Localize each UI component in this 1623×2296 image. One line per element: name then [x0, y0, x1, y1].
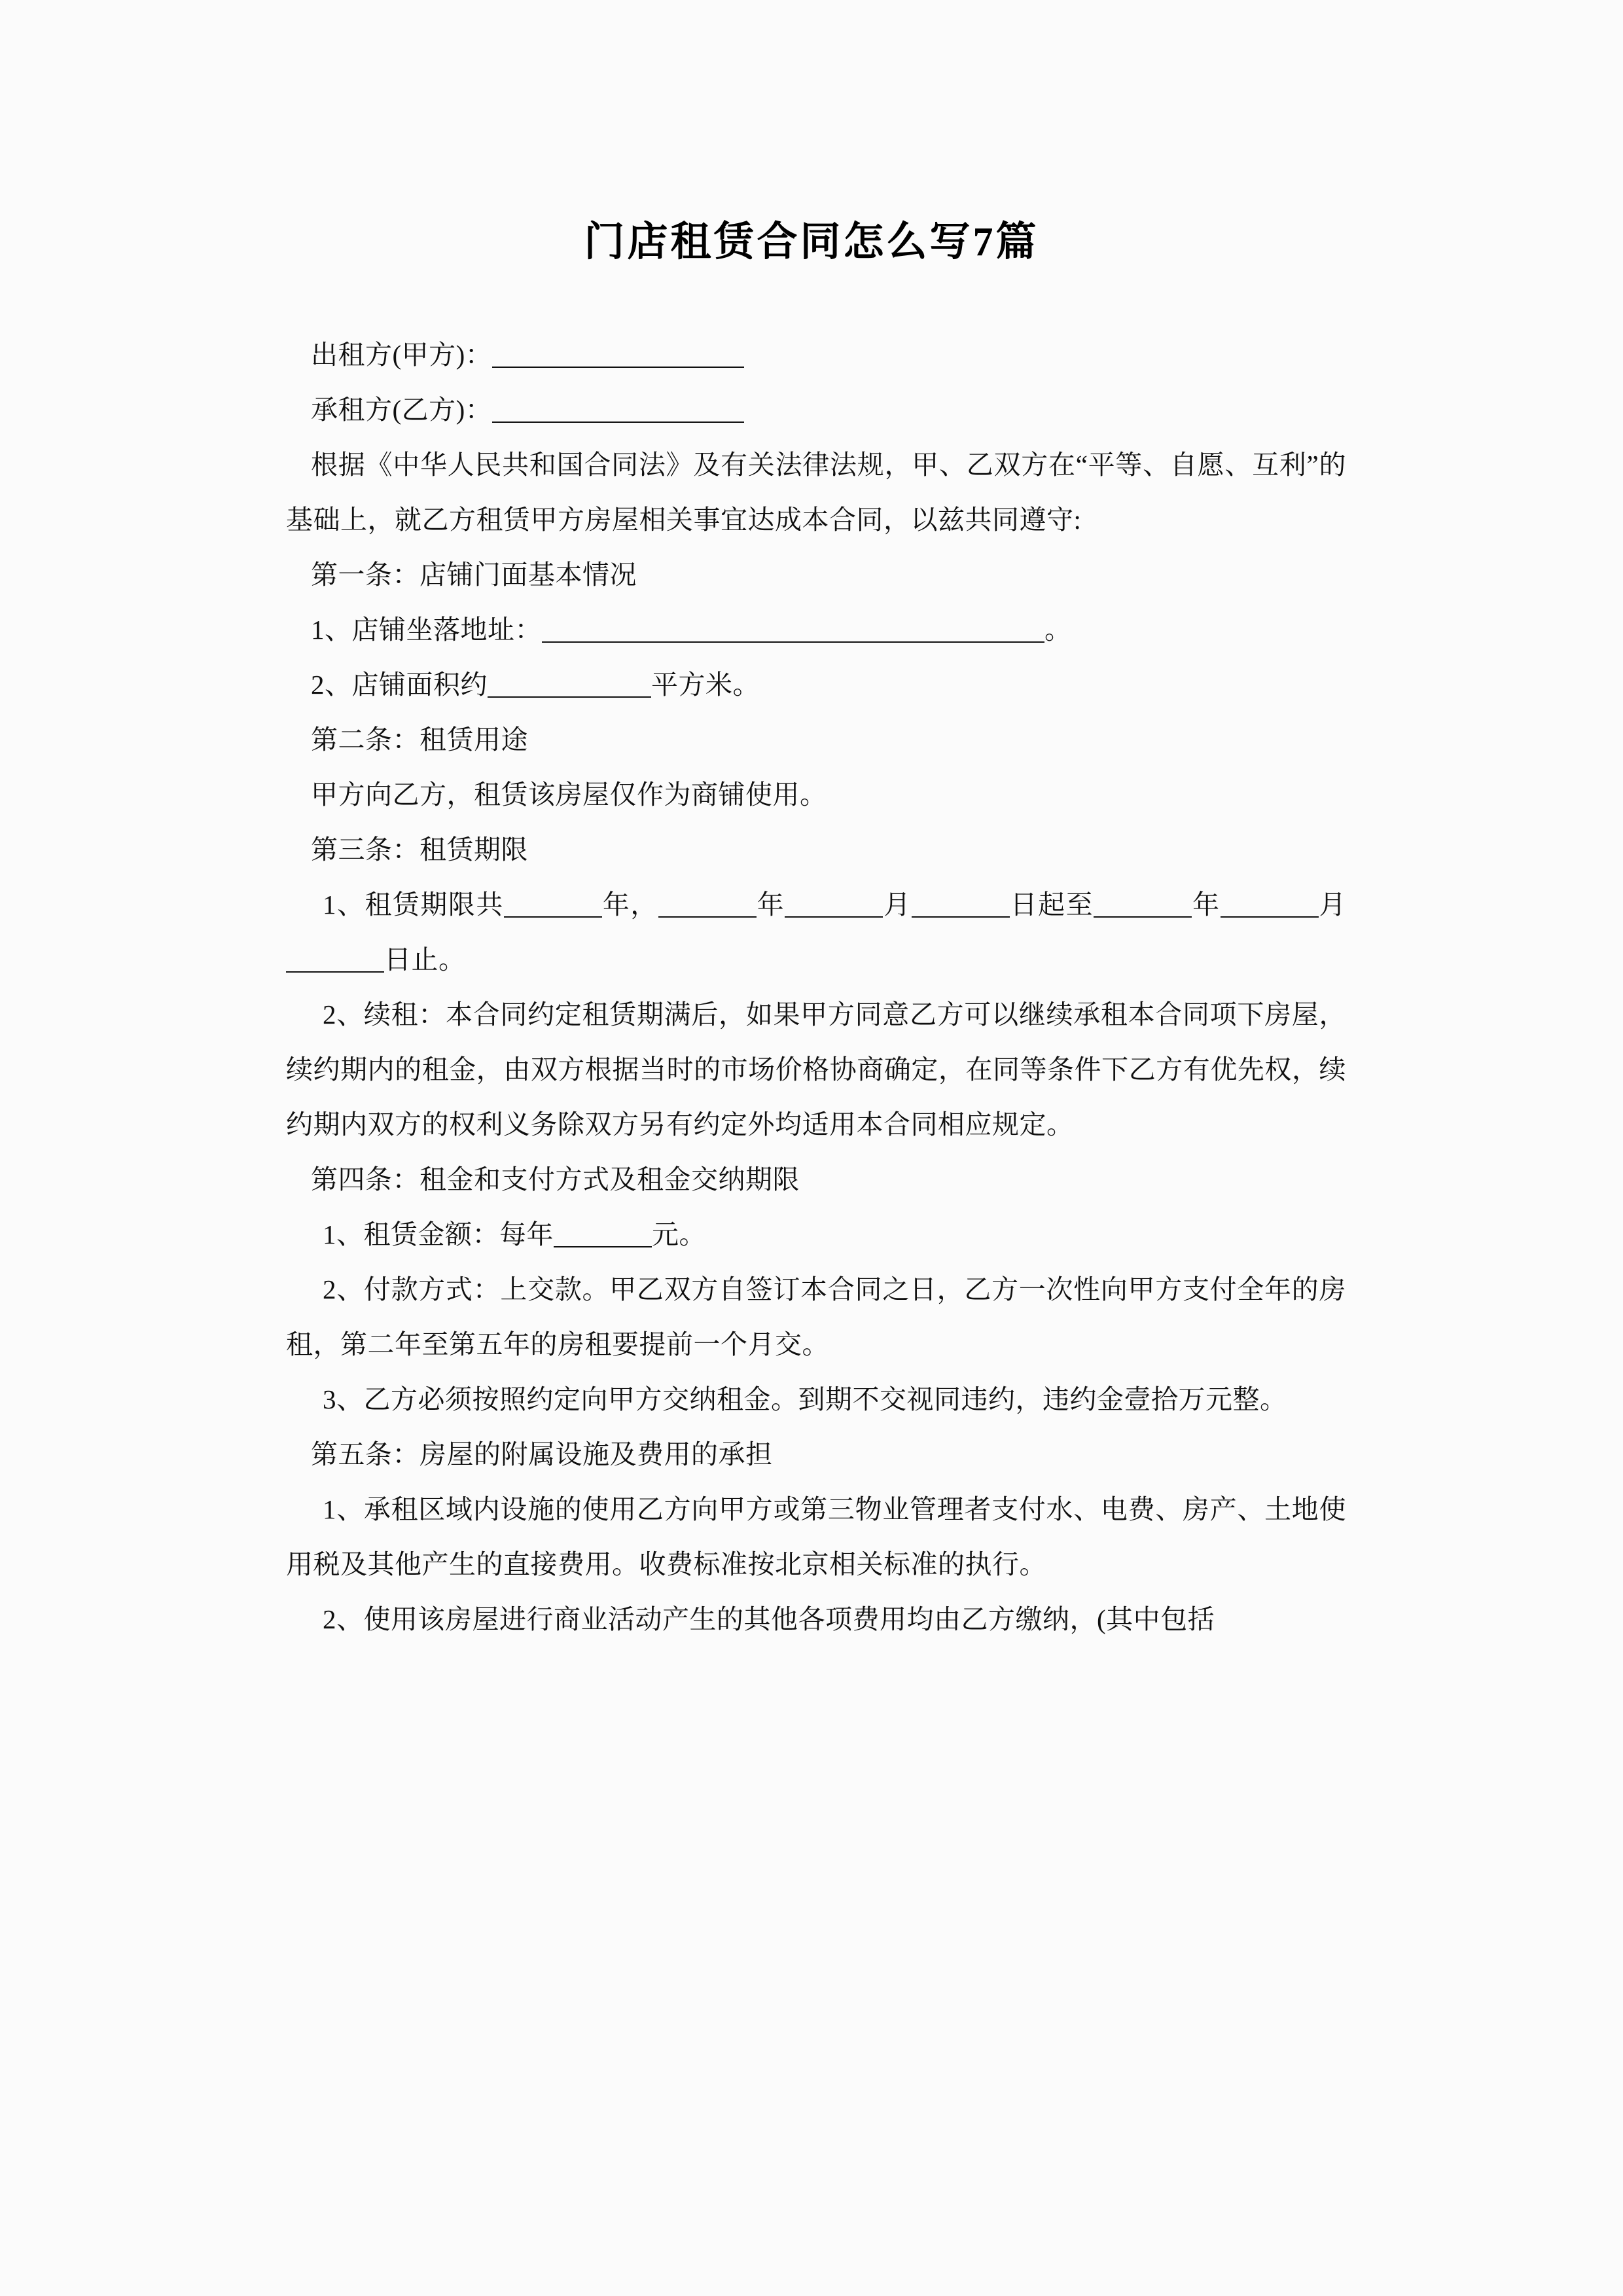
rent-amount-unit: 元。 [652, 1219, 706, 1249]
lease-term-label: 1、租赁期限共 [323, 889, 504, 920]
lease-start-day-blank[interactable] [912, 894, 1010, 918]
article-1-item-1 [286, 602, 1346, 657]
lease-term-years-unit: 年， [601, 889, 658, 920]
article-3-item-1 [286, 877, 1346, 987]
lease-start-year-blank[interactable] [658, 894, 757, 918]
lessor-blank[interactable] [492, 344, 744, 368]
page-title: 门店租赁合同怎么写7篇 [584, 219, 1039, 264]
lessee-line [286, 382, 1346, 437]
article-2-body: 甲方向乙方，租赁该房屋仅作为商铺使用。 [311, 780, 827, 810]
article-1-heading: 第一条：店铺门面基本情况 [311, 560, 637, 590]
article-5-item-2: 2、使用该房屋进行商业活动产生的其他各项费用均由乙方缴纳，(其中包括 [323, 1604, 1215, 1634]
lease-start-month-unit: 月 [883, 889, 912, 920]
article-4-item-3: 3、乙方必须按照约定向甲方交纳租金。到期不交视同违约，违约金壹拾万元整。 [323, 1384, 1287, 1414]
article-5-heading: 第五条：房屋的附属设施及费用的承担 [311, 1439, 773, 1469]
lease-start-day-unit: 日起至 [1009, 889, 1094, 920]
lease-start-month-blank[interactable] [785, 894, 883, 918]
preamble-paragraph: 根据《中华人民共和国合同法》及有关法律法规，甲、乙双方在“平等、自愿、互利”的基础上，就乙方租赁甲方房屋相关事宜达成本合同，以兹共同遵守: [286, 450, 1346, 535]
lease-start-year-unit: 年 [756, 889, 785, 920]
lessee-blank[interactable] [492, 399, 744, 423]
article-4-item-2: 2、付款方式：上交款。甲乙双方自签订本合同之日，乙方一次性向甲方支付全年的房租，第二年至第五年的房租要提前一个月交。 [286, 1274, 1346, 1359]
shop-address-period: 。 [1044, 615, 1072, 645]
lease-end-year-unit: 年 [1192, 889, 1221, 920]
lease-end-month-unit: 月 [1318, 889, 1347, 920]
lessor-line [286, 327, 1346, 382]
lease-term-years-blank[interactable] [504, 894, 602, 918]
shop-area-unit: 平方米。 [651, 670, 760, 700]
document-body [286, 327, 1346, 1647]
rent-amount-label: 1、租赁金额：每年 [323, 1219, 554, 1249]
shop-address-label: 1、店铺坐落地址： [311, 615, 542, 645]
article-3-heading: 第三条：租赁期限 [311, 834, 528, 865]
lease-end-day-blank[interactable] [286, 949, 384, 973]
article-2-heading: 第二条：租赁用途 [311, 725, 528, 755]
lease-end-month-blank[interactable] [1221, 894, 1319, 918]
lessee-label: 承租方(乙方)： [311, 395, 493, 425]
shop-area-blank[interactable] [488, 674, 651, 698]
article-4-item-1 [286, 1207, 1346, 1262]
article-4-heading: 第四条：租金和支付方式及租金交纳期限 [311, 1164, 800, 1194]
article-3-item-2: 2、续租：本合同约定租赁期满后，如果甲方同意乙方可以继续承租本合同项下房屋，续约期内的租金，由双方根据当时的市场价格协商确定，在同等条件下乙方有优先权，续约期内双方的权利义务除双方另有约定外均适用本合同相应规定。 [286, 999, 1346, 1139]
shop-address-blank[interactable] [542, 619, 1044, 643]
lease-end-year-blank[interactable] [1094, 894, 1192, 918]
article-1-item-2 [286, 657, 1346, 712]
shop-area-label: 2、店铺面积约 [311, 670, 488, 700]
rent-amount-blank[interactable] [554, 1224, 652, 1247]
lessor-label: 出租方(甲方)： [311, 340, 493, 370]
article-5-item-1: 1、承租区域内设施的使用乙方向甲方或第三物业管理者支付水、电费、房产、土地使用税及其他产生的直接费用。收费标准按北京相关标准的执行。 [286, 1494, 1346, 1579]
lease-end-day-unit: 日止。 [384, 944, 466, 975]
